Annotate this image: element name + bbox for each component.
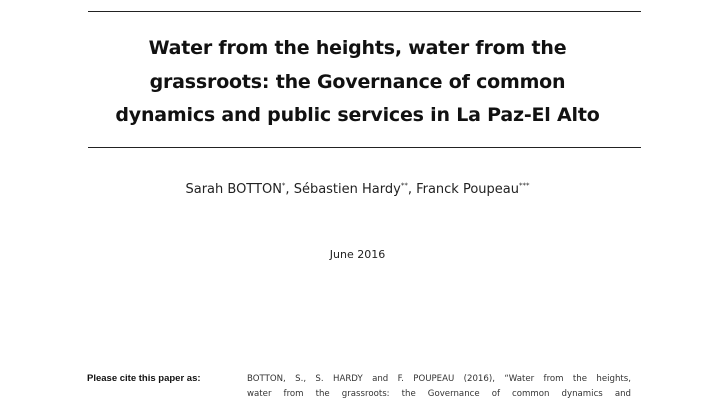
author-footnote-mark: *** bbox=[519, 181, 530, 190]
paper-title bbox=[60, 32, 655, 133]
author-name: Sarah BOTTON bbox=[185, 182, 282, 197]
citation-label: Please cite this paper as: bbox=[87, 373, 201, 384]
author-name: Sébastien Hardy bbox=[293, 182, 401, 197]
author-footnote-mark: * bbox=[281, 181, 286, 190]
citation-line-2: water from the grassroots: the Governance of common dynamics and bbox=[247, 389, 631, 399]
author-separator: , bbox=[285, 182, 294, 197]
top-rule bbox=[88, 11, 641, 12]
citation-text bbox=[247, 372, 631, 402]
author-name: Franck Poupeau bbox=[416, 182, 519, 197]
title-line-2: grassroots: the Governance of common bbox=[149, 70, 566, 93]
author-separator: , bbox=[407, 182, 417, 197]
publication-date: June 2016 bbox=[329, 248, 386, 261]
bottom-rule bbox=[88, 147, 641, 148]
title-line-1: Water from the heights, water from the bbox=[148, 37, 567, 59]
author-footnote-mark: ** bbox=[400, 181, 408, 190]
citation-line-1: BOTTON, S., S. HARDY and F. POUPEAU (2016), “Water from the heights, bbox=[247, 374, 631, 384]
title-line-3: dynamics and public services in La Paz-El Alto bbox=[115, 104, 600, 126]
author-list bbox=[60, 181, 655, 199]
